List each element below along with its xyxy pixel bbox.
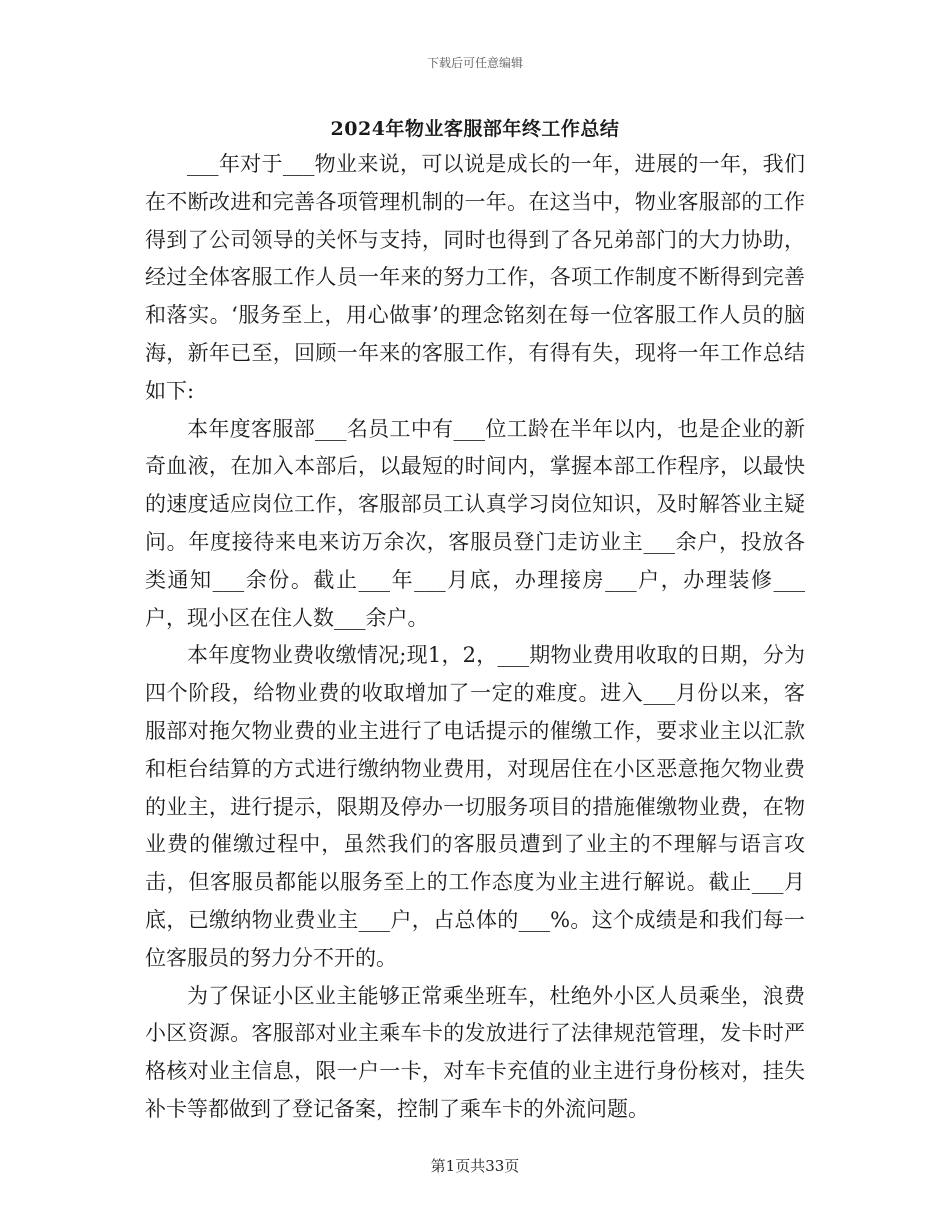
document-title: 2024年物业客服部年终工作总结 — [330, 118, 620, 140]
paragraph-bus-card: 为了保证小区业主能够正常乘坐班车，杜绝外小区人员乘坐，浪费小区资源。客服部对业主乘车卡的发放进行了法律规范管理，发卡时严格核对业主信息，限一户一卡，对车卡充值的业主进行身份核对，挂失补卡等都做到了登记备案，控制了乘车卡的外流问题。 — [145, 983, 805, 1121]
paragraph-staff: 本年度客服部___名员工中有___位工龄在半年以内，也是企业的新奇血液，在加入本部后，以最短的时间内，掌握本部工作程序，以最快的速度适应岗位工作，客服部员工认真学习岗位知识，及时解答业主疑问。年度接待来电来访万余次，客服员登门走访业主___余户，投放各类通知___余份。截止___年___月底，办理接房___户，办理装修___户，现小区在住人数___余户。 — [145, 416, 805, 630]
paragraph-fees: 本年度物业费收缴情况;现1，2，___期物业费用收取的日期，分为四个阶段，给物业费的收取增加了一定的难度。进入___月份以来，客服部对拖欠物业费的业主进行了电话提示的催缴工作，要求业主以汇款和柜台结算的方式进行缴纳物业费用，对现居住在小区恶意拖欠物业费的业主，进行提示，限期及停办一切服务项目的措施催缴物业费，在物业费的催缴过程中，虽然我们的客服员遭到了业主的不理解与语言攻击，但客服员都能以服务至上的工作态度为业主进行解说。截止___月底，已缴纳物业费业主___户，占总体的___%。这个成绩是和我们每一位客服员的努力分不开的。 — [145, 643, 805, 970]
document-body — [145, 146, 805, 1129]
header-note: 下载后可任意编辑 — [426, 56, 523, 70]
paragraph-intro: ___年对于___物业来说，可以说是成长的一年，进展的一年，我们在不断改进和完善各项管理机制的一年。在这当中，物业客服部的工作得到了公司领导的关怀与支持，同时也得到了各兄弟部门的大力协助，经过全体客服工作人员一年来的努力工作，各项工作制度不断得到完善和落实。‘服务至上，用心做事’的理念铭刻在每一位客服工作人员的脑海，新年已至，回顾一年来的客服工作，有得有失，现将一年工作总结如下: — [145, 152, 805, 403]
page-number: 第1页共33页 — [430, 1157, 520, 1175]
